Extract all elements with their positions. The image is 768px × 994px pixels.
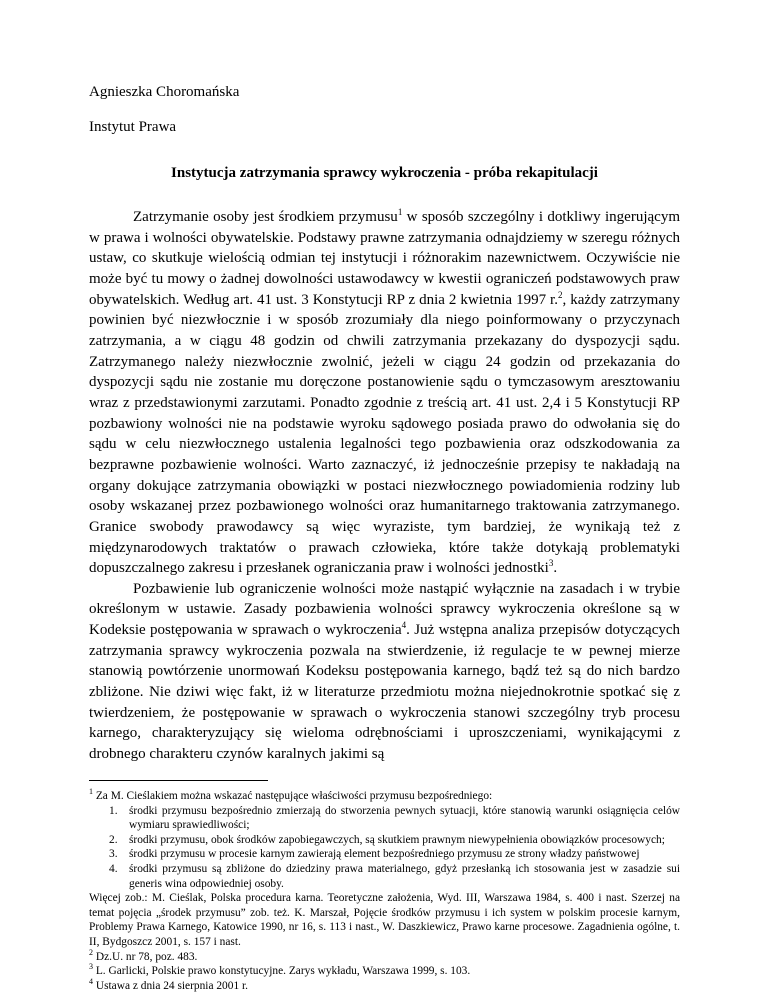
footnote-1 <box>89 789 680 804</box>
footnote-2 <box>89 947 680 965</box>
list-item-text: środki przymusu bezpośrednio zmierzają do stworzenia pewnych sytuacji, które stanowią warunki osiągnięcia celów wymiaru sprawiedliwości; <box>129 804 680 832</box>
footnote-text: Za M. Cieślakiem można wskazać następujące właściwości przymusu bezpośredniego: <box>93 790 493 802</box>
text-run: . <box>553 560 558 577</box>
list-item <box>89 862 680 891</box>
list-item <box>89 833 680 848</box>
footnote-text: Dz.U. nr 78, poz. 483. <box>93 950 198 963</box>
footnote-4 <box>89 976 680 994</box>
list-item <box>89 804 680 833</box>
footnote-ref[interactable]: 2 <box>557 289 563 300</box>
footnote-ref[interactable]: 3 <box>548 558 554 569</box>
list-item-text: środki przymusu, obok środków zapobiegawczych, są skutkiem prawnym niewypełnienia obowiązków procesowych; <box>129 833 665 846</box>
list-item-number: 4. <box>109 862 118 875</box>
footnote-number: 1 <box>89 787 93 797</box>
footnote-ref[interactable]: 1 <box>397 207 403 217</box>
paragraph-1 <box>89 207 680 579</box>
footnotes <box>89 789 680 993</box>
footnote-separator <box>89 780 268 781</box>
footnote-1-more: Więcej zob.: M. Cieślak, Polska procedura karna. Teoretyczne założenia, Wyd. III, Warszawa 1984, s. 400 i nast. Szerzej na temat pojęcia „środek przymusu” zob. też. K. Marszał, Pojęcie środków przymusu i ich system w polskim procesie karnym, Problemy Prawa Karnego, Katowice 1990, nr 16, s. 113 i nast., W. Daszkiewicz, Prawo karne procesowe. Zagadnienia ogólne, t. II, Bydgoszcz 2001, s. 157 i nast. <box>89 892 680 948</box>
text-run: Zatrzymanie osoby jest środkiem przymusu <box>133 209 398 225</box>
list-item <box>89 847 680 862</box>
footnote-number: 4 <box>89 976 93 986</box>
footnote-ref[interactable]: 4 <box>401 620 407 631</box>
article-title: Instytucja zatrzymania sprawcy wykroczenia - próba rekapitulacji <box>171 165 598 181</box>
list-item-number: 1. <box>109 804 118 817</box>
text-run: . Już wstępna analiza przepisów dotyczących zatrzymania sprawcy wykroczenia pozwala na stwierdzenie, iż regulacje te w pewnej mierze stanowią powtórzenie unormowań Kodeksu postępowania karnego, bądź też są do nich bardzo zbliżone. Nie dziwi więc fakt, iż w literaturze przedmiotu można niejednokrotnie spotkać się z twierdzeniem, że postępowanie w sprawach o wykroczenia stanowi szczególny tryb procesu karnego, charakteryzujący się wieloma odrębnościami i uproszczeniami, wynikającymi z drobnego charakteru czynów karalnych jakimi są <box>89 622 681 763</box>
list-item-number: 2. <box>109 833 118 846</box>
paragraph-2 <box>89 579 680 765</box>
list-item-text: środki przymusu w procesie karnym zawierają element bezpośredniego przymusu ze strony władzy państwowej <box>129 848 640 861</box>
footnote-number: 2 <box>89 947 93 957</box>
text-run: Pozbawienie lub ograniczenie wolności może nastąpić wyłącznie na zasadach i w trybie określonym w ustawie. Zasady pozbawienia wolności sprawcy wykroczenia określone są w Kodeksie postępowania w sprawach o wykroczenia <box>89 580 680 639</box>
author-affiliation: Instytut Prawa <box>89 119 177 135</box>
footnote-text: Ustawa z dnia 24 sierpnia 2001 r. <box>93 979 249 992</box>
footnote-text: L. Garlicki, Polskie prawo konstytucyjne. Zarys wykładu, Warszawa 1999, s. 103. <box>93 965 471 978</box>
list-item-number: 3. <box>109 848 118 861</box>
text-run: , każdy zatrzymany powinien być niezwłocznie i w sposób zrozumiały dla niego poinformowany o przyczynach zatrzymania, a w ciągu 48 godzin od chwili zatrzymania przekazany do dyspozycji sądu. Zatrzymanego należy niezwłocznie zwolnić, jeżeli w ciągu 24 godzin od przekazania do dyspozycji sądu nie zostanie mu doręczone postanowienie sądu o tymczasowym aresztowaniu wraz z przedstawionymi zarzutami. Ponadto zgodnie z treścią art. 41 ust. 2,4 i 5 Konstytucji RP pozbawiony wolności nie na podstawie wyroku sądowego posiada prawo do odwołania się do sądu w celu niezwłocznego ustalenia legalności tego pozbawienia oraz odszkodowania za bezprawne pozbawienie wolności. Warto zaznaczyć, iż jednocześnie przepisy te nakładają na organy dokujące zatrzymania obowiązki w postaci niezwłocznego powiadomienia rodziny lub osoby wskazanej przez pozbawionego wolności oraz humanitarnego traktowania zatrzymanego. Granice swobody prawodawcy są więc wyraziste, tym bardziej, że wynikają też z międzynarodowych traktatów o prawach człowieka, które także dotykają problematyki dopuszczalnego zakresu i przesłanek ograniczania praw i wolności jednostki <box>89 291 680 577</box>
list-item-text: środki przymusu są zbliżone do dziedziny prawa materialnego, gdyż przesłanką ich stosowania jest w zasadzie sui generis wina odpowiedniej osoby. <box>129 862 680 890</box>
footnote-number: 3 <box>89 962 93 972</box>
text-run: w sposób szczególny i dotkliwy ingerującym w prawa i wolności obywatelskie. Podstawy prawne zatrzymania odnajdziemy w szeregu różnych ustaw, co skutkuje wielością odmian tej instytucji i różnorakim nazewnictwem. Oczywiście nie może być tu mowy o żadnej dowolności ustawodawcy w kwestii ograniczeń podstawowych praw obywatelskich. Według art. 41 ust. 3 Konstytucji RP z dnia 2 kwietnia 1997 r. <box>89 209 680 308</box>
author-name: Agnieszka Choromańska <box>89 84 240 100</box>
article-body <box>89 207 680 765</box>
footnote-1-list <box>89 804 680 892</box>
footnote-3 <box>89 964 680 979</box>
